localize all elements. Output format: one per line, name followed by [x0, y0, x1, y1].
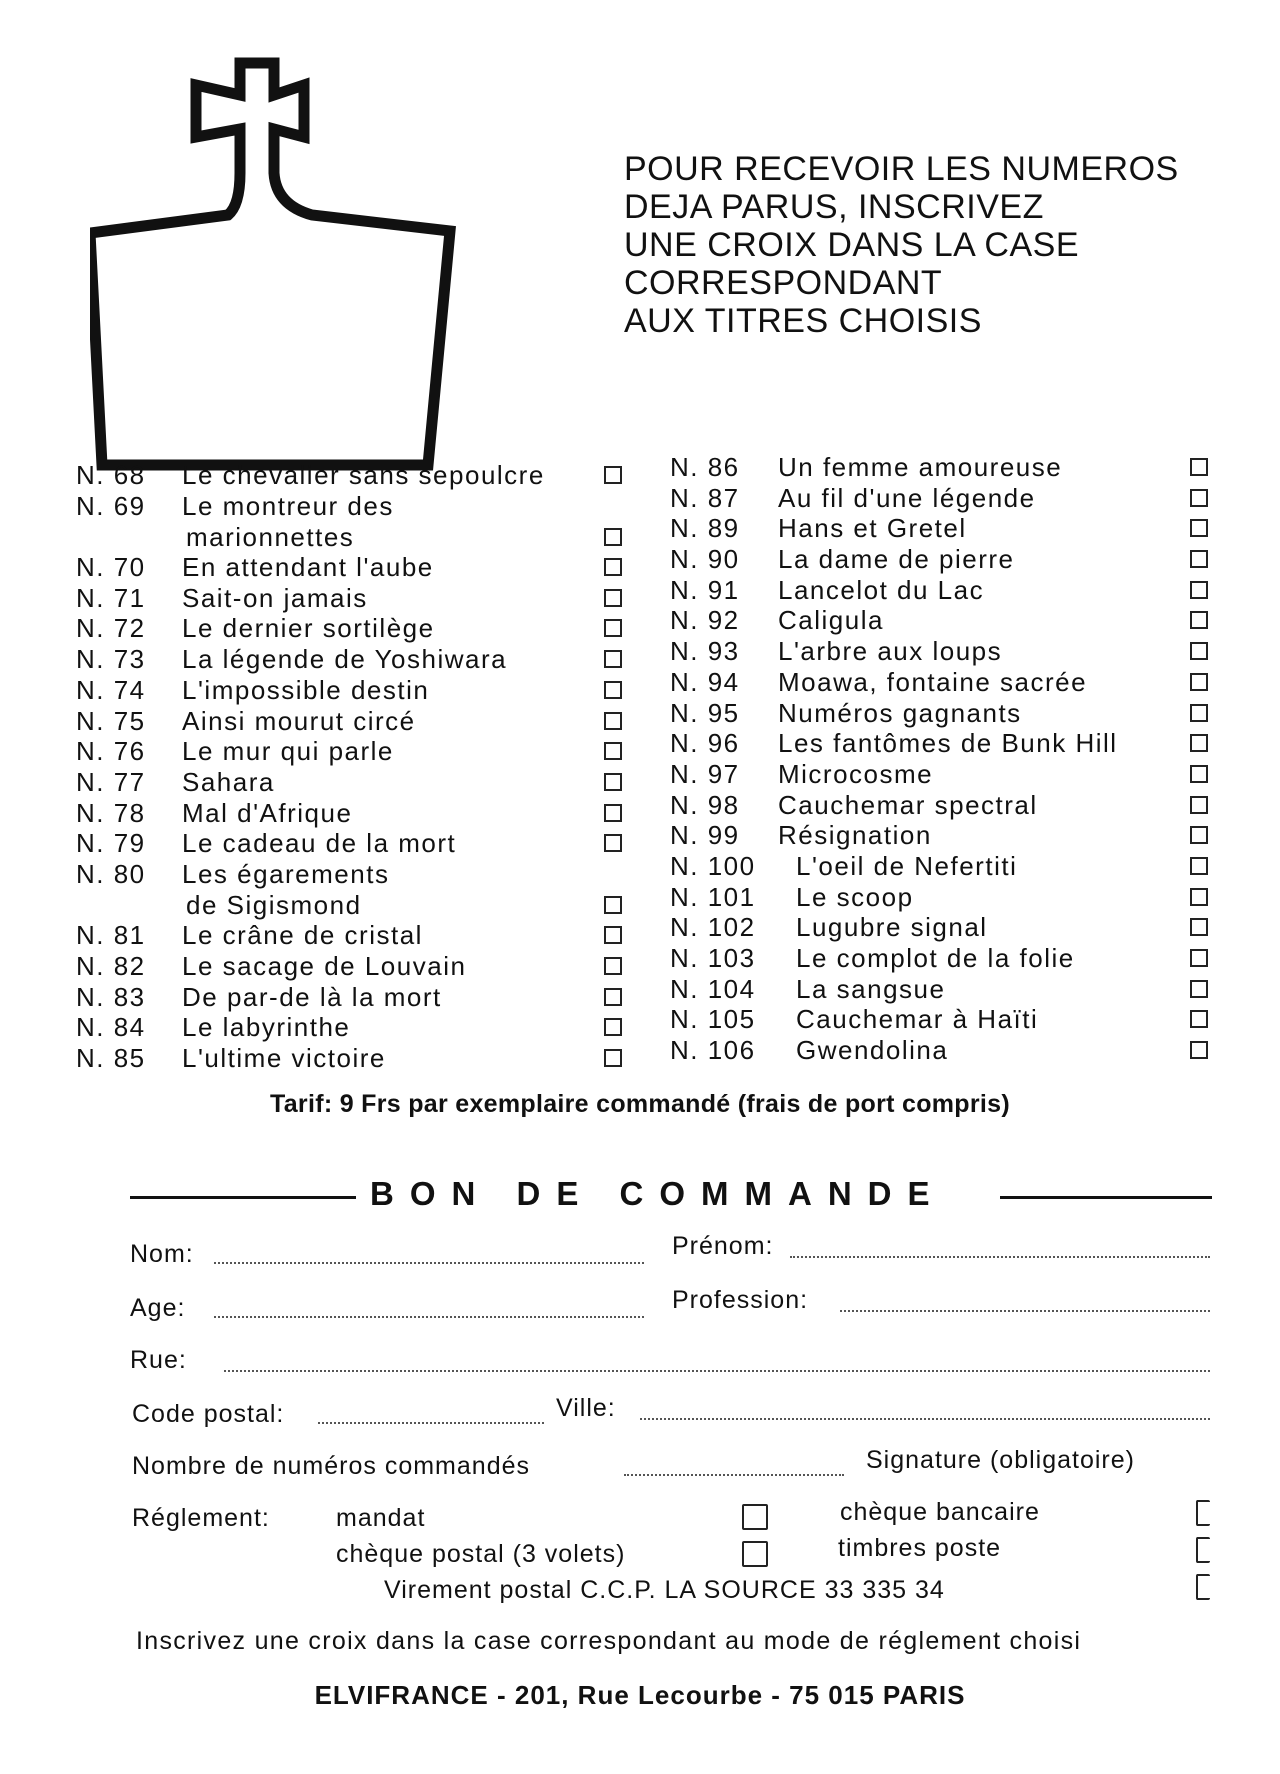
title-row [670, 790, 1210, 821]
issue-title [182, 583, 368, 614]
issue-title [796, 943, 1075, 974]
issue-title-line: Le scoop [796, 881, 914, 912]
title-row [670, 943, 1210, 974]
issue-title [778, 667, 1087, 698]
title-row [670, 452, 1210, 483]
issue-title [796, 1035, 948, 1066]
profession-field[interactable] [840, 1310, 1210, 1312]
title-row [670, 974, 1210, 1005]
title-row [670, 851, 1210, 882]
issue-title-line: Caligula [778, 605, 884, 636]
issue-title-line: Cauchemar spectral [778, 789, 1038, 820]
title-row [76, 982, 636, 1013]
title-row [670, 667, 1210, 698]
rue-label: Rue: [130, 1346, 187, 1374]
mandat-label: mandat [336, 1504, 426, 1532]
issue-number: N. 89 [670, 513, 740, 544]
issue-checkbox[interactable] [1190, 581, 1208, 599]
issue-title-line: Cauchemar à Haïti [796, 1004, 1039, 1035]
issue-number: N. 100 [670, 850, 756, 881]
issue-title-line: Lugubre signal [796, 912, 988, 943]
issue-checkbox[interactable] [604, 804, 622, 822]
age-field[interactable] [214, 1316, 644, 1318]
issue-checkbox[interactable] [604, 589, 622, 607]
issue-title-line: Résignation [778, 820, 932, 851]
title-row [76, 767, 636, 798]
issue-title [182, 828, 456, 859]
issue-title-line: La légende de Yoshiwara [182, 644, 508, 675]
issue-checkbox[interactable] [604, 896, 622, 914]
issue-title [182, 1012, 350, 1043]
issue-checkbox[interactable] [604, 834, 622, 852]
issue-checkbox[interactable] [1190, 458, 1208, 476]
signature-label: Signature (obligatoire) [866, 1446, 1135, 1474]
title-row [76, 706, 636, 737]
issue-title-line: L'oeil de Nefertiti [796, 850, 1018, 881]
issue-title [796, 882, 914, 913]
issue-number: N. 72 [76, 613, 146, 644]
issue-title-line: Sahara [182, 766, 275, 797]
issue-title-line: Hans et Gretel [778, 513, 967, 544]
issue-number: N. 71 [76, 582, 146, 613]
mandat-checkbox[interactable] [742, 1504, 768, 1530]
prenom-field[interactable] [790, 1256, 1210, 1258]
issue-checkbox[interactable] [604, 681, 622, 699]
issue-title [796, 912, 988, 943]
issue-number: N. 69 [76, 490, 146, 521]
issue-title-line: Gwendolina [796, 1035, 949, 1066]
issue-title-line: Le chevalier sans sepoulcre [182, 460, 545, 490]
issue-checkbox[interactable] [1190, 1010, 1208, 1028]
issue-title-line: Le mur qui parle [182, 736, 394, 767]
issue-checkbox[interactable] [604, 926, 622, 944]
title-row [670, 544, 1210, 575]
issue-title [182, 982, 442, 1013]
issue-number: N. 102 [670, 912, 756, 943]
issue-number: N. 90 [670, 544, 740, 575]
title-row [670, 575, 1210, 606]
title-row [670, 698, 1210, 729]
headline-line: UNE CROIX DANS LA CASE [624, 226, 1080, 264]
issue-number: N. 73 [76, 644, 146, 675]
issue-number: N. 77 [76, 766, 146, 797]
title-row [76, 460, 636, 491]
title-row [76, 1043, 636, 1074]
issue-title [182, 767, 275, 798]
issue-title-line: Le sacage de Louvain [182, 951, 467, 982]
titles-list-right [670, 452, 1210, 1066]
issue-number: N. 95 [670, 697, 740, 728]
issue-number: N. 76 [76, 736, 146, 767]
prenom-label: Prénom: [672, 1232, 774, 1260]
headline-line: POUR RECEVOIR LES NUMEROS [624, 150, 1179, 188]
ville-field[interactable] [640, 1418, 1210, 1420]
title-row [76, 552, 636, 583]
cheque-postal-checkbox[interactable] [742, 1541, 768, 1567]
title-row [76, 491, 636, 552]
title-row [670, 483, 1210, 514]
title-row [670, 605, 1210, 636]
issue-checkbox[interactable] [1190, 796, 1208, 814]
issue-checkbox[interactable] [604, 1018, 622, 1036]
issue-checkbox[interactable] [1190, 918, 1208, 936]
issue-title-line: Lancelot du Lac [778, 574, 985, 605]
issue-title [778, 820, 932, 851]
issue-checkbox[interactable] [1190, 550, 1208, 568]
profession-label: Profession: [672, 1286, 809, 1314]
issue-number: N. 78 [76, 797, 146, 828]
issue-checkbox[interactable] [1190, 1041, 1208, 1059]
nombre-field[interactable] [624, 1474, 844, 1476]
issue-title [778, 544, 1015, 575]
issue-checkbox[interactable] [604, 712, 622, 730]
issue-number: N. 105 [670, 1004, 756, 1035]
title-row [670, 759, 1210, 790]
reglement-label: Réglement: [132, 1504, 270, 1532]
issue-title [182, 736, 394, 767]
code-postal-label: Code postal: [132, 1400, 285, 1428]
tarif-line: Tarif: 9 Frs par exemplaire commandé (frais de port compris) [270, 1090, 1010, 1118]
issue-title-line: Le montreur des [182, 490, 394, 521]
issue-title-line: Mal d'Afrique [182, 797, 353, 828]
issue-checkbox[interactable] [604, 558, 622, 576]
issue-checkbox[interactable] [1190, 980, 1208, 998]
issue-title-line: Au fil d'une légende [778, 482, 1036, 513]
issue-checkbox[interactable] [604, 988, 622, 1006]
issue-title-line: Les égarements [182, 858, 390, 889]
title-row [76, 1012, 636, 1043]
issue-title [182, 951, 466, 982]
title-row [670, 820, 1210, 851]
issue-number: N. 81 [76, 920, 146, 951]
issue-number: N. 104 [670, 973, 756, 1004]
issue-title [796, 851, 1017, 882]
issue-title [182, 552, 434, 583]
title-row [670, 728, 1210, 759]
divider-right [1000, 1196, 1212, 1199]
title-row [76, 859, 636, 920]
title-row [76, 583, 636, 614]
issue-title [182, 706, 416, 737]
issue-checkbox[interactable] [604, 773, 622, 791]
issue-checkbox[interactable] [604, 1049, 622, 1067]
issue-number: N. 92 [670, 605, 740, 636]
issue-checkbox[interactable] [1190, 489, 1208, 507]
issue-title [796, 1004, 1038, 1035]
issue-number: N. 101 [670, 881, 756, 912]
issue-title-line: L'ultime victoire [182, 1043, 386, 1074]
title-row [76, 675, 636, 706]
title-row [76, 798, 636, 829]
issue-checkbox[interactable] [1190, 888, 1208, 906]
issue-title [182, 460, 545, 491]
issue-title [778, 759, 933, 790]
headline-line: CORRESPONDANT [624, 264, 943, 302]
issue-number: N. 74 [76, 674, 146, 705]
issue-checkbox[interactable] [604, 466, 622, 484]
issue-number: N. 83 [76, 981, 146, 1012]
issue-title-line: L'impossible destin [182, 674, 430, 705]
issue-number: N. 93 [670, 636, 740, 667]
code-postal-field[interactable] [318, 1422, 544, 1424]
title-row [76, 644, 636, 675]
publisher-address: ELVIFRANCE - 201, Rue Lecourbe - 75 015 PARIS [314, 1680, 966, 1710]
issue-title-line: De par-de là la mort [182, 981, 442, 1012]
title-row [670, 1035, 1210, 1066]
title-row [76, 828, 636, 859]
issue-title-line: Ainsi mourut circé [182, 705, 416, 736]
issue-title-line: L'arbre aux loups [778, 636, 1003, 667]
issue-number: N. 85 [76, 1043, 146, 1074]
issue-title [778, 575, 984, 606]
issue-title-line: Numéros gagnants [778, 697, 1022, 728]
issue-title [182, 675, 429, 706]
rue-field[interactable] [224, 1370, 1210, 1372]
issue-checkbox[interactable] [604, 742, 622, 760]
tombstone-cross-illustration [90, 55, 470, 475]
issue-title [778, 790, 1038, 821]
issue-title-line: La dame de pierre [778, 544, 1015, 575]
issue-title [182, 613, 435, 644]
issue-title [778, 513, 967, 544]
issue-checkbox[interactable] [604, 957, 622, 975]
issue-number: N. 94 [670, 666, 740, 697]
issue-checkbox[interactable] [1190, 765, 1208, 783]
issue-checkbox[interactable] [1190, 826, 1208, 844]
issue-title-line: Le labyrinthe [182, 1012, 351, 1043]
nombre-label: Nombre de numéros commandés [132, 1452, 530, 1480]
issue-checkbox[interactable] [1190, 734, 1208, 752]
issue-title [182, 859, 389, 921]
issue-number: N. 96 [670, 728, 740, 759]
issue-number: N. 68 [76, 460, 146, 490]
issue-title [182, 1043, 386, 1074]
cheque-bancaire-label: chèque bancaire [840, 1498, 1040, 1526]
issue-title-line: Un femme amoureuse [778, 452, 1063, 482]
title-row [670, 882, 1210, 913]
issue-number: N. 99 [670, 820, 740, 851]
headline-line: DEJA PARUS, INSCRIVEZ [624, 188, 1044, 226]
issue-title-line: Sait-on jamais [182, 582, 368, 613]
issue-title [182, 644, 507, 675]
issue-title [778, 452, 1062, 483]
nom-field[interactable] [214, 1262, 644, 1264]
virement-label: Virement postal C.C.P. LA SOURCE 33 335 34 [384, 1576, 945, 1604]
issue-title [778, 728, 1118, 759]
ville-label: Ville: [556, 1394, 616, 1422]
issue-title [182, 920, 423, 951]
title-row [670, 636, 1210, 667]
issue-number: N. 79 [76, 828, 146, 859]
issue-title [778, 605, 884, 636]
issue-title-line: Le crâne de cristal [182, 920, 423, 951]
issue-number: N. 98 [670, 789, 740, 820]
title-row [670, 912, 1210, 943]
title-row [76, 920, 636, 951]
issue-title-line: En attendant l'aube [182, 552, 434, 583]
issue-checkbox[interactable] [604, 619, 622, 637]
issue-number: N. 70 [76, 552, 146, 583]
issue-number: N. 82 [76, 951, 146, 982]
title-row [670, 513, 1210, 544]
timbres-label: timbres poste [838, 1534, 1002, 1562]
issue-title-line: Moawa, fontaine sacrée [778, 666, 1088, 697]
issue-checkbox[interactable] [1190, 673, 1208, 691]
nom-label: Nom: [130, 1240, 194, 1268]
payment-instruction: Inscrivez une croix dans la case correspondant au mode de réglement choisi [136, 1627, 1082, 1655]
issue-number: N. 91 [670, 574, 740, 605]
issue-number: N. 80 [76, 858, 146, 889]
issue-title-line: Le dernier sortilège [182, 613, 435, 644]
headline [624, 150, 1244, 340]
headline-line: AUX TITRES CHOISIS [624, 302, 982, 340]
title-row [76, 613, 636, 644]
issue-number: N. 84 [76, 1012, 146, 1043]
issue-checkbox[interactable] [1190, 857, 1208, 875]
issue-title-line: Le cadeau de la mort [182, 828, 457, 859]
issue-checkbox[interactable] [1190, 642, 1208, 660]
order-form-title: BON DE COMMANDE [370, 1175, 946, 1212]
issue-checkbox[interactable] [604, 650, 622, 668]
title-row [76, 736, 636, 767]
issue-checkbox[interactable] [604, 528, 622, 546]
issue-checkbox[interactable] [1190, 704, 1208, 722]
divider-left [130, 1196, 356, 1199]
cheque-bancaire-checkbox[interactable] [1196, 1500, 1210, 1526]
issue-title [778, 483, 1036, 514]
issue-number: N. 103 [670, 943, 756, 973]
issue-title-line: marionnettes [186, 521, 355, 552]
issue-title-line: Le complot de la folie [796, 943, 1075, 973]
issue-title [778, 636, 1002, 667]
issue-number: N. 97 [670, 758, 740, 789]
issue-title-line: Microcosme [778, 758, 934, 789]
issue-title [778, 698, 1022, 729]
titles-list-left [76, 460, 636, 1074]
issue-title-line: de Sigismond [186, 889, 362, 920]
issue-checkbox[interactable] [1190, 611, 1208, 629]
issue-title-line: La sangsue [796, 973, 946, 1004]
issue-title [182, 491, 394, 553]
issue-number: N. 86 [670, 452, 740, 482]
issue-title [796, 974, 945, 1005]
issue-checkbox[interactable] [1190, 949, 1208, 967]
issue-checkbox[interactable] [1190, 519, 1208, 537]
cheque-postal-label: chèque postal (3 volets) [336, 1540, 626, 1568]
title-row [76, 951, 636, 982]
issue-title-line: Les fantômes de Bunk Hill [778, 728, 1118, 759]
virement-checkbox[interactable] [1196, 1574, 1210, 1600]
timbres-checkbox[interactable] [1196, 1537, 1210, 1563]
title-row [670, 1004, 1210, 1035]
age-label: Age: [130, 1294, 186, 1322]
issue-number: N. 75 [76, 705, 146, 736]
issue-number: N. 106 [670, 1035, 756, 1066]
issue-title [182, 798, 352, 829]
issue-number: N. 87 [670, 482, 740, 513]
